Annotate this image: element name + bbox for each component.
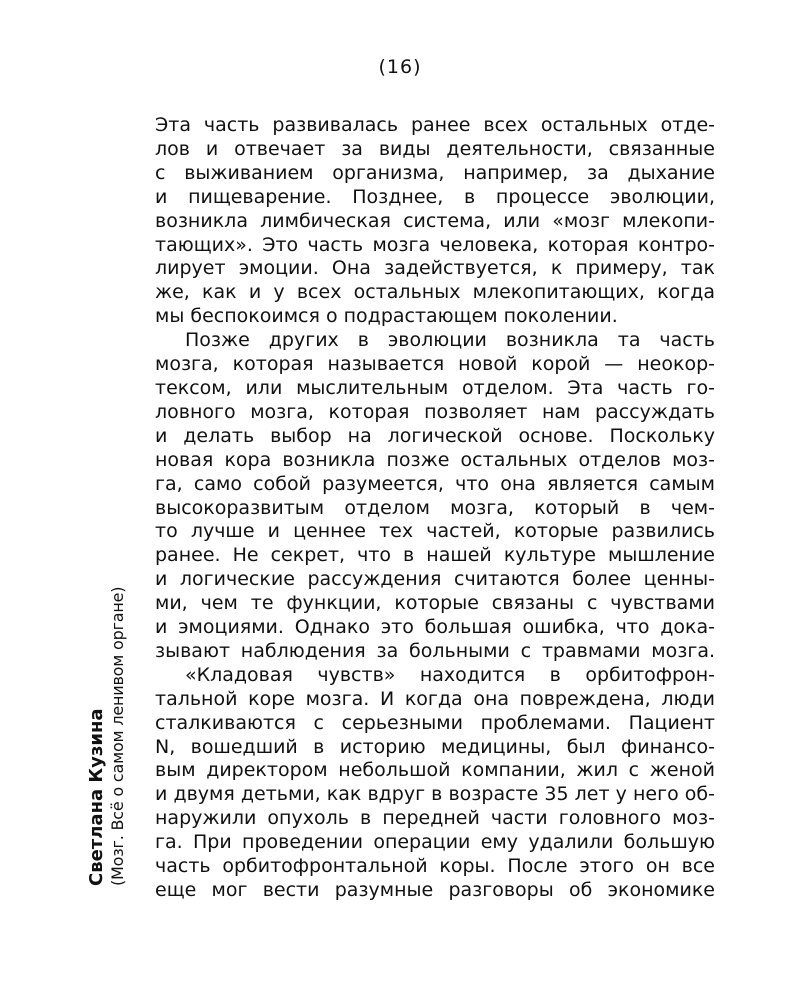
text-line: лов и отвечает за виды деятельности, связанные <box>155 137 715 160</box>
text-line: и пищеварение. Позднее, в процессе эволюции, <box>155 185 715 208</box>
text-line: ловного мозга, которая позволяет нам рассуждать <box>155 400 715 423</box>
text-line: тающих». Это часть мозга человека, которая контро- <box>155 233 715 256</box>
text-line: тальной коре мозга. И когда она повреждена, люди <box>155 687 715 710</box>
text-line: тексом, или мыслительным отделом. Эта часть го- <box>155 376 715 399</box>
text-line: мы беспокоимся о подрастающем поколении. <box>155 305 618 328</box>
text-line: же, как и у всех остальных млекопитающих, когда <box>155 281 715 304</box>
text-line: «Кладовая чувств» находится в орбитофрон- <box>185 663 715 686</box>
text-line: ранее. Не секрет, что в нашей культуре мышление <box>155 544 715 567</box>
side-running-title <box>86 587 128 886</box>
text-line: с выживанием организма, например, за дыхание <box>155 161 715 184</box>
page-number: (16) <box>378 56 422 78</box>
text-line: и двумя детьми, как вдруг в возрасте 35 лет у него об- <box>155 783 715 806</box>
text-line: и эмоциями. Однако это большая ошибка, что дока- <box>155 616 715 639</box>
text-line: еще мог вести разумные разговоры об экономике <box>155 879 715 901</box>
text-line: ми, чем те функции, которые связаны с чувствами <box>155 592 715 615</box>
text-line: и логические рассуждения считаются более ценны- <box>155 568 715 591</box>
text-line: лирует эмоции. Она задействуется, к примеру, так <box>155 257 715 280</box>
text-line: наружили опухоль в передней части головного моз- <box>155 807 715 830</box>
text-line: вым директором небольшой компании, жил с женой <box>155 759 715 782</box>
text-line: сталкиваются с серьезными проблемами. Пациент <box>155 711 715 734</box>
text-line: мозга, которая называется новой корой — неокор- <box>155 353 715 376</box>
text-line: Позже других в эволюции возникла та часть <box>185 329 715 352</box>
body-text <box>155 114 715 903</box>
text-line: Эта часть развивалась ранее всех остальных отде- <box>155 114 715 136</box>
text-line: га, само собой разумеется, что она является самым <box>155 472 715 495</box>
text-line: и делать выбор на логической основе. Поскольку <box>155 424 715 447</box>
text-line: высокоразвитым отделом мозга, который в чем- <box>155 496 715 519</box>
side-book-title: (Мозг. Всё о самом ленивом органе) <box>108 586 127 886</box>
text-line: га. При проведении операции ему удалили большую <box>155 831 715 854</box>
text-line: N, вошедший в историю медицины, был финансо- <box>155 735 715 758</box>
text-line: возникла лимбическая система, или «мозг млекопи- <box>155 209 715 232</box>
text-line: часть орбитофронтальной коры. После этого он все <box>155 855 715 878</box>
text-line: новая кора возникла позже остальных отделов моз- <box>155 448 715 471</box>
text-line: зывают наблюдения за больными с травмами мозга. <box>155 639 715 662</box>
side-author: Светлана Кузина <box>86 708 107 886</box>
text-line: то лучше и ценнее тех частей, которые развились <box>155 520 715 543</box>
